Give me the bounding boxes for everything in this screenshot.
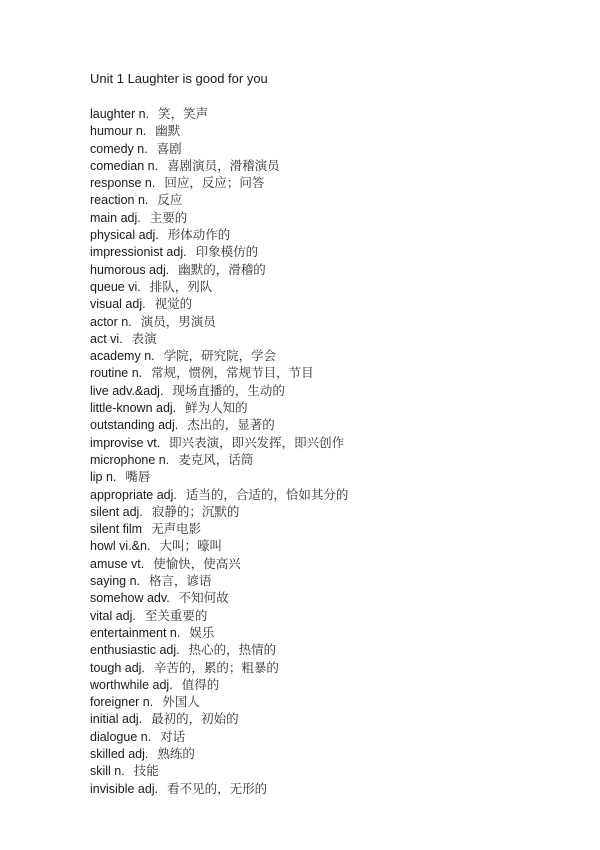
entry-chinese-meaning: 幽默 (155, 123, 181, 139)
entry-english-word: entertainment n. (90, 625, 181, 640)
vocab-row (90, 140, 570, 157)
entry-english-word: dialogue n. (90, 729, 152, 744)
entry-english-word: routine n. (90, 366, 143, 381)
entry-english-word: humorous adj. (90, 262, 170, 277)
entry-english-word: silent film (90, 522, 143, 537)
entry-english-word: saying n. (90, 574, 141, 589)
vocab-row (90, 295, 570, 312)
entry-chinese-meaning: 学院，研究院，学会 (163, 348, 277, 364)
entry-chinese-meaning: 即兴表演，即兴发挥，即兴创作 (169, 434, 345, 450)
entry-chinese-meaning: 娱乐 (189, 624, 215, 640)
entry-chinese-meaning: 杰出的，显著的 (187, 417, 275, 433)
entry-english-word: vital adj. (90, 608, 136, 623)
vocab-row (90, 226, 570, 243)
vocab-row (90, 451, 570, 468)
entry-chinese-meaning: 看不见的，无形的 (167, 780, 268, 796)
vocab-row (90, 676, 570, 693)
entry-english-word: comedy n. (90, 141, 148, 156)
vocab-row (90, 313, 570, 330)
entry-english-word: invisible adj. (90, 781, 159, 796)
entry-english-word: skilled adj. (90, 746, 149, 761)
entry-english-word: microphone n. (90, 452, 170, 467)
entry-english-word: laughter n. (90, 107, 150, 121)
entry-chinese-meaning: 至关重要的 (144, 607, 208, 623)
entry-english-word: physical adj. (90, 228, 159, 243)
vocab-row (90, 710, 570, 727)
vocab-row (90, 191, 570, 208)
vocab-row (90, 659, 570, 676)
vocab-row (90, 745, 570, 762)
entry-chinese-meaning: 热心的，热情的 (188, 642, 277, 658)
entry-chinese-meaning: 熟练的 (157, 745, 195, 761)
entry-english-word: response n. (90, 176, 156, 191)
vocabulary-list (90, 105, 570, 797)
entry-chinese-meaning: 技能 (133, 763, 159, 779)
entry-chinese-meaning: 值得的 (181, 676, 220, 692)
vocab-row (90, 468, 570, 485)
entry-english-word: impressionist adj. (90, 245, 187, 260)
entry-english-word: lip n. (90, 470, 117, 485)
entry-chinese-meaning: 无声电影 (151, 521, 202, 537)
entry-chinese-meaning: 现场直播的，生动的 (172, 382, 285, 398)
vocab-row (90, 434, 570, 451)
entry-english-word: howl vi.&n. (90, 539, 151, 554)
vocab-row (90, 209, 570, 226)
entry-english-word: act vi. (90, 331, 123, 346)
entry-english-word: worthwhile adj. (90, 677, 173, 692)
entry-english-word: academy n. (90, 349, 155, 364)
vocab-row (90, 364, 570, 381)
vocab-row (90, 278, 570, 295)
entry-english-word: amuse vt. (90, 556, 145, 571)
entry-chinese-meaning: 排队，列队 (149, 278, 213, 294)
entry-english-word: visual adj. (90, 297, 146, 312)
entry-chinese-meaning: 喜剧 (156, 140, 182, 156)
entry-chinese-meaning: 适当的，合适的，恰如其分的 (185, 486, 349, 502)
entry-chinese-meaning: 主要的 (149, 209, 188, 225)
entry-chinese-meaning: 外国人 (162, 694, 200, 710)
vocab-row (90, 589, 570, 606)
entry-english-word: main adj. (90, 210, 141, 225)
entry-english-word: initial adj. (90, 712, 143, 727)
entry-chinese-meaning: 反应 (157, 192, 183, 208)
entry-english-word: foreigner n. (90, 695, 154, 710)
entry-chinese-meaning: 笑，笑声 (158, 106, 209, 121)
entry-chinese-meaning: 回应，反应；问答 (164, 175, 265, 191)
vocab-row (90, 382, 570, 399)
vocab-row (90, 503, 570, 520)
entry-chinese-meaning: 鲜为人知的 (185, 400, 248, 416)
vocab-row (90, 762, 570, 779)
entry-english-word: reaction n. (90, 193, 149, 208)
entry-chinese-meaning: 表演 (131, 330, 157, 346)
entry-english-word: actor n. (90, 314, 132, 329)
vocab-row (90, 520, 570, 537)
vocab-row (90, 693, 570, 710)
entry-chinese-meaning: 喜剧演员，滑稽演员 (167, 157, 280, 173)
vocab-row (90, 243, 570, 260)
entry-english-word: skill n. (90, 764, 125, 779)
vocab-row (90, 157, 570, 174)
vocab-row (90, 780, 570, 797)
entry-english-word: silent adj. (90, 504, 143, 519)
vocab-row (90, 537, 570, 554)
entry-chinese-meaning: 形体动作的 (167, 227, 231, 243)
entry-chinese-meaning: 视觉的 (154, 296, 193, 312)
entry-english-word: somehow adv. (90, 591, 170, 606)
vocab-row (90, 641, 570, 658)
vocab-row (90, 624, 570, 641)
entry-chinese-meaning: 对话 (160, 728, 186, 744)
vocab-row (90, 728, 570, 745)
vocab-row (90, 416, 570, 433)
vocab-row (90, 572, 570, 589)
entry-english-word: improvise vt. (90, 435, 161, 450)
vocab-row (90, 347, 570, 364)
entry-english-word: little-known adj. (90, 401, 177, 416)
vocab-row (90, 555, 570, 572)
vocab-row (90, 261, 570, 278)
entry-chinese-meaning: 幽默的，滑稽的 (178, 261, 266, 277)
entry-chinese-meaning: 格言，谚语 (149, 573, 212, 589)
entry-english-word: comedian n. (90, 158, 159, 173)
vocab-row (90, 105, 570, 122)
entry-chinese-meaning: 嘴唇 (125, 469, 151, 485)
vocab-row (90, 330, 570, 347)
entry-chinese-meaning: 大叫；嚎叫 (159, 538, 222, 554)
vocab-row (90, 122, 570, 139)
entry-english-word: tough adj. (90, 660, 145, 675)
entry-english-word: appropriate adj. (90, 487, 177, 502)
entry-chinese-meaning: 寂静的；沉默的 (151, 503, 240, 519)
entry-chinese-meaning: 不知何故 (178, 590, 229, 606)
entry-english-word: enthusiastic adj. (90, 643, 180, 658)
entry-chinese-meaning: 印象模仿的 (195, 244, 259, 260)
vocab-row (90, 607, 570, 624)
entry-chinese-meaning: 演员，男演员 (140, 313, 216, 329)
entry-chinese-meaning: 常规，惯例，常规节目，节目 (151, 365, 314, 381)
entry-chinese-meaning: 辛苦的，累的；粗暴的 (153, 659, 279, 675)
entry-english-word: queue vi. (90, 279, 141, 294)
entry-english-word: humour n. (90, 124, 147, 139)
entry-chinese-meaning: 最初的，初始的 (151, 711, 239, 727)
vocab-row (90, 486, 570, 503)
entry-english-word: live adv.&adj. (90, 383, 164, 398)
vocab-row (90, 174, 570, 191)
entry-english-word: outstanding adj. (90, 418, 179, 433)
unit-title: Unit 1 Laughter is good for you (90, 71, 268, 86)
entry-chinese-meaning: 麦克风，话筒 (178, 451, 254, 467)
vocab-row (90, 399, 570, 416)
entry-chinese-meaning: 使愉快，使高兴 (153, 555, 241, 571)
